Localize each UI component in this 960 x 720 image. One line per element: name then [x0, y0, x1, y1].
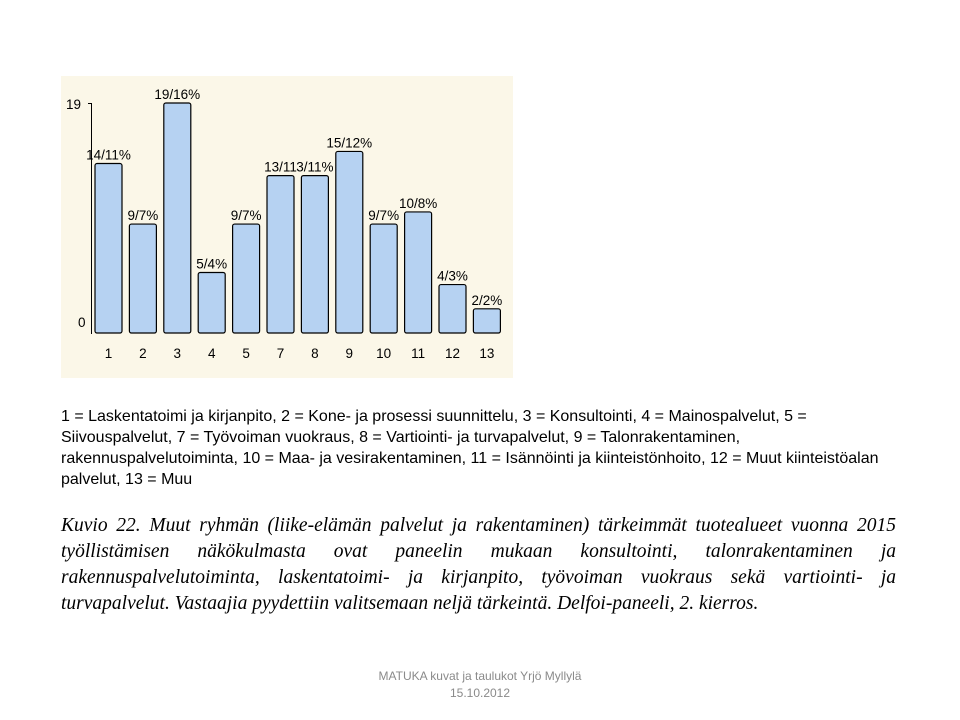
bar-7	[267, 176, 294, 333]
x-tick-label-5: 5	[242, 346, 250, 361]
x-tick-label-13: 13	[479, 346, 495, 361]
slide-footer	[300, 668, 660, 702]
bar-data-label-10: 9/7%	[368, 208, 400, 224]
bar-5	[233, 224, 260, 333]
bar-data-label-5: 9/7%	[230, 208, 262, 224]
x-tick-label-4: 4	[207, 346, 216, 361]
bar-11	[405, 212, 432, 333]
bar-data-label-13: 2/2%	[471, 292, 503, 308]
bar-1	[95, 164, 122, 333]
bar-2	[129, 224, 156, 333]
x-tick-label-1: 1	[104, 346, 113, 361]
bar-3	[164, 103, 191, 333]
bar-13	[473, 309, 500, 333]
bar-data-label-11: 10/8%	[398, 195, 438, 211]
bar-8	[301, 176, 328, 333]
x-tick-label-9: 9	[345, 346, 354, 361]
figure-caption: Kuvio 22. Muut ryhmän (liike-elämän palvelut ja rakentaminen) tärkeimmät tuotealueet vuonna 2015 työllistämisen näkökulmasta ovat paneelin mukaan konsultointi, talonrakentaminen ja rakennuspalvelutoiminta, laskentatoimi- ja kirjanpito, työvoiman vuokraus sekä vartiointi- ja turvapalvelut. Vastaajia pyydettiin valitsemaan neljä tärkeintä. Delfoi-paneeli, 2. kierros.	[61, 515, 896, 614]
bar-data-label-3: 19/16%	[154, 87, 201, 102]
bar-data-label-1: 14/11%	[86, 147, 131, 163]
x-tick-label-2: 2	[139, 346, 147, 361]
footer-source: MATUKA kuvat ja taulukot Yrjö Myllylä	[378, 669, 582, 683]
y-tick-label-min: 0	[78, 315, 86, 330]
x-tick-label-11: 11	[411, 346, 426, 361]
x-tick-label-12: 12	[444, 346, 461, 361]
bar-data-label-4: 5/4%	[196, 256, 228, 272]
bar-data-label-2: 9/7%	[127, 208, 159, 224]
bar-chart	[61, 76, 513, 378]
x-tick-label-7: 7	[276, 346, 285, 361]
bar-chart-panel	[61, 76, 513, 378]
bar-4	[198, 272, 225, 333]
bar-9	[336, 151, 363, 333]
x-tick-label-10: 10	[376, 346, 392, 361]
x-tick-label-3: 3	[173, 346, 182, 361]
category-legend-text: 1 = Laskentatoimi ja kirjanpito, 2 = Kone- ja prosessi suunnittelu, 3 = Konsultointi, 4 = Mainospalvelut, 5 = Siivouspalvelut, 7 = Työvoiman vuokraus, 8 = Vartiointi- ja turvapalvelut, 9 = Talonrakentaminen, rakennuspalvelutoiminta, 10 = Maa- ja vesirakentaminen, 11 = Isännöinti ja kiinteistönhoito, 12 = Muut kiinteistöalan palvelut, 13 = Muu	[61, 408, 879, 488]
x-tick-label-8: 8	[311, 346, 319, 361]
bars-layer	[86, 87, 502, 361]
bar-data-label-12: 4/3%	[437, 268, 468, 284]
bar-12	[439, 285, 466, 333]
footer-date: 15.10.2012	[449, 686, 511, 700]
bar-data-label-7: 13/11	[264, 159, 297, 175]
bar-data-label-9: 15/12%	[326, 135, 373, 151]
bar-data-label-8: 3/11%	[296, 159, 334, 175]
bar-10	[370, 224, 397, 333]
y-tick-label-max: 19	[66, 97, 82, 112]
